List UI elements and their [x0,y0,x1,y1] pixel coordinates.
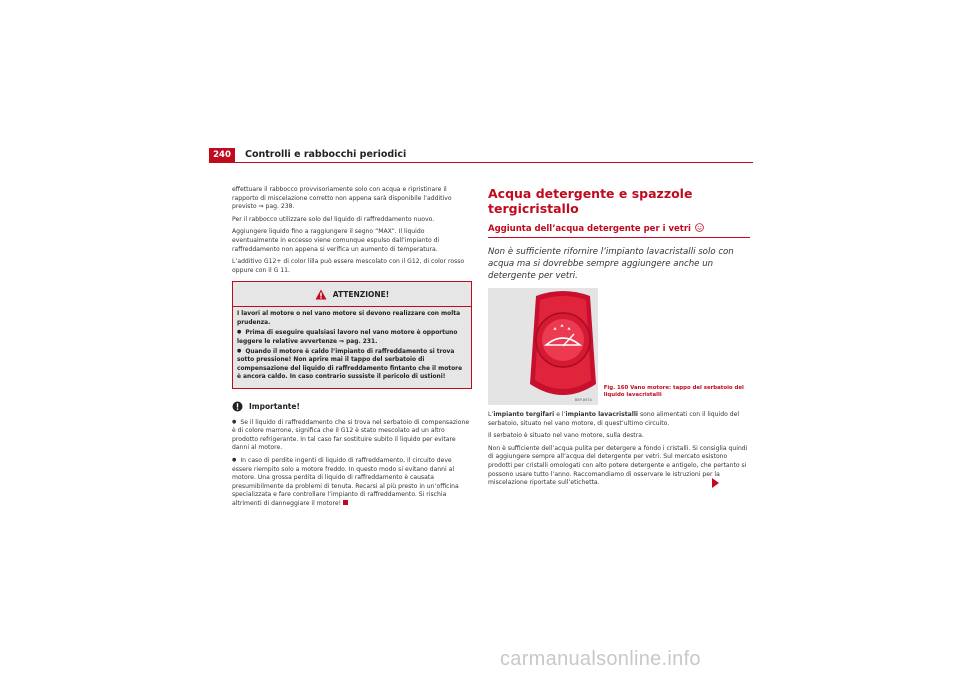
section-title: Acqua detergente e spazzole tergicristallo [488,186,693,216]
intro-text: Non è sufficiente rifornire l’impianto lavacristalli solo con acqua ma si dovrebbe sempre aggiungere anche un detergente per vetri. [488,247,734,281]
warning-title: ATTENZIONE! [332,290,390,300]
paragraph: Per il rabbocco utilizzare solo del liquido di raffreddamento nuovo. [232,215,435,223]
figure-row [488,288,750,405]
paragraph: Non è sufficiente dell’acqua pulita per detergere a fondo i cristalli. Si consiglia quindi di aggiungere sempre all’acqua del detergente per vetri. Sul mercato esistono prodotti per cristalli omologati con alto potere detergente e antigelo, che pertanto si possono usare tutto l’anno. Raccomandiamo di osservare le istruzioni per la miscelazione riportate sull’etichetta. [488,444,748,487]
watermark: carmanualsonline.info [500,648,701,670]
running-header: Controlli e rabbocchi periodici [245,149,407,160]
bold-term: impianto lavacristalli [565,411,639,418]
smiley-icon [695,223,704,235]
warning-divider [233,306,471,307]
important-bullet: ● Se il liquido di raffreddamento che si trova nel serbatoio di compensazione è di colore marrone, significa che il G12 è stato mescolato ad un altro prodotto refrigerante. In tal caso far sostituire subito il liquido per evitare danni al motore. [232,419,472,453]
important-header [232,397,472,416]
text-run: e l’ [554,411,566,418]
page-number: 240 [209,148,235,162]
section-end-marker [343,500,348,505]
subsection-title-text: Aggiunta dell’acqua detergente per i vetri [488,224,691,234]
left-column [232,186,472,513]
header-divider [209,162,753,163]
warning-bullet: ● Quando il motore è caldo l’impianto di raffreddamento si trova sotto pressione! Non aprire mai il tappo del serbatoio di compensazione del liquido di raffreddamento fintanto che il motore è ancora caldo. In caso contrario sussiste il pericolo di ustioni! [237,348,467,382]
important-bullet-2 [232,457,472,509]
paragraph: L’additivo G12+ di color lilla può essere mescolato con il G12, di color rosso oppure con il G 11. [232,258,465,274]
text-run: L’ [488,411,494,418]
figure-caption: Fig. 160 Vano motore: tappo del serbatoio del liquido lavacristalli [603,385,744,398]
figure-code: B5P-0074 [574,398,592,402]
paragraph: Il serbatoio è situato nel vano motore, sulla destra. [488,432,644,440]
text-run: sono alimentati con il liquido del serbatoio, situato nel vano motore, di quest’ultimo circuito. [488,411,740,427]
paragraph [488,411,750,428]
paragraph: effettuare il rabbocco provvisoriamente solo con acqua e ripristinare il rapporto di miscelazione corretto non appena sarà disponibile l’additivo previsto ⇒ pag. 238. [232,186,452,211]
warning-triangle-icon [315,285,327,304]
warning-header [233,282,471,306]
important-title: Importante! [249,401,300,411]
warning-bullet: ● Prima di eseguire qualsiasi lavoro nel vano motore è opportuno leggere le relative avvertenze ⇒ pag. 231. [237,329,467,346]
warning-box [232,281,472,388]
exclamation-icon [232,397,243,416]
subsection-title [488,223,750,238]
reservoir-cap-image [488,288,598,405]
right-column [488,186,750,492]
paragraph: Aggiungere liquido fino a raggiungere il segno “MAX”. Il liquido eventualmente in eccesso viene comunque espulso dall’impianto di raffreddamento non appena si verifica un aumento di temperatura. [232,228,440,253]
bold-term: impianto tergifari [493,411,555,418]
warning-intro: I lavori al motore o nel vano motore si devono realizzare con molta prudenza. [237,311,461,326]
continue-arrow-icon [712,478,719,488]
important-bullet-text: In caso di perdite ingenti di liquido di raffreddamento, il circuito deve essere riempito solo a motore freddo. In questo modo si evitano danni al motore. Una grossa perdita di liquido di raffreddamento è causata presumibilmente da problemi di tenuta. Recarsi al più presto in un’officina specializzata e fare controllare l’impianto di raffreddamento. Si rischia altrimenti di danneggiare il motore! [232,456,459,507]
